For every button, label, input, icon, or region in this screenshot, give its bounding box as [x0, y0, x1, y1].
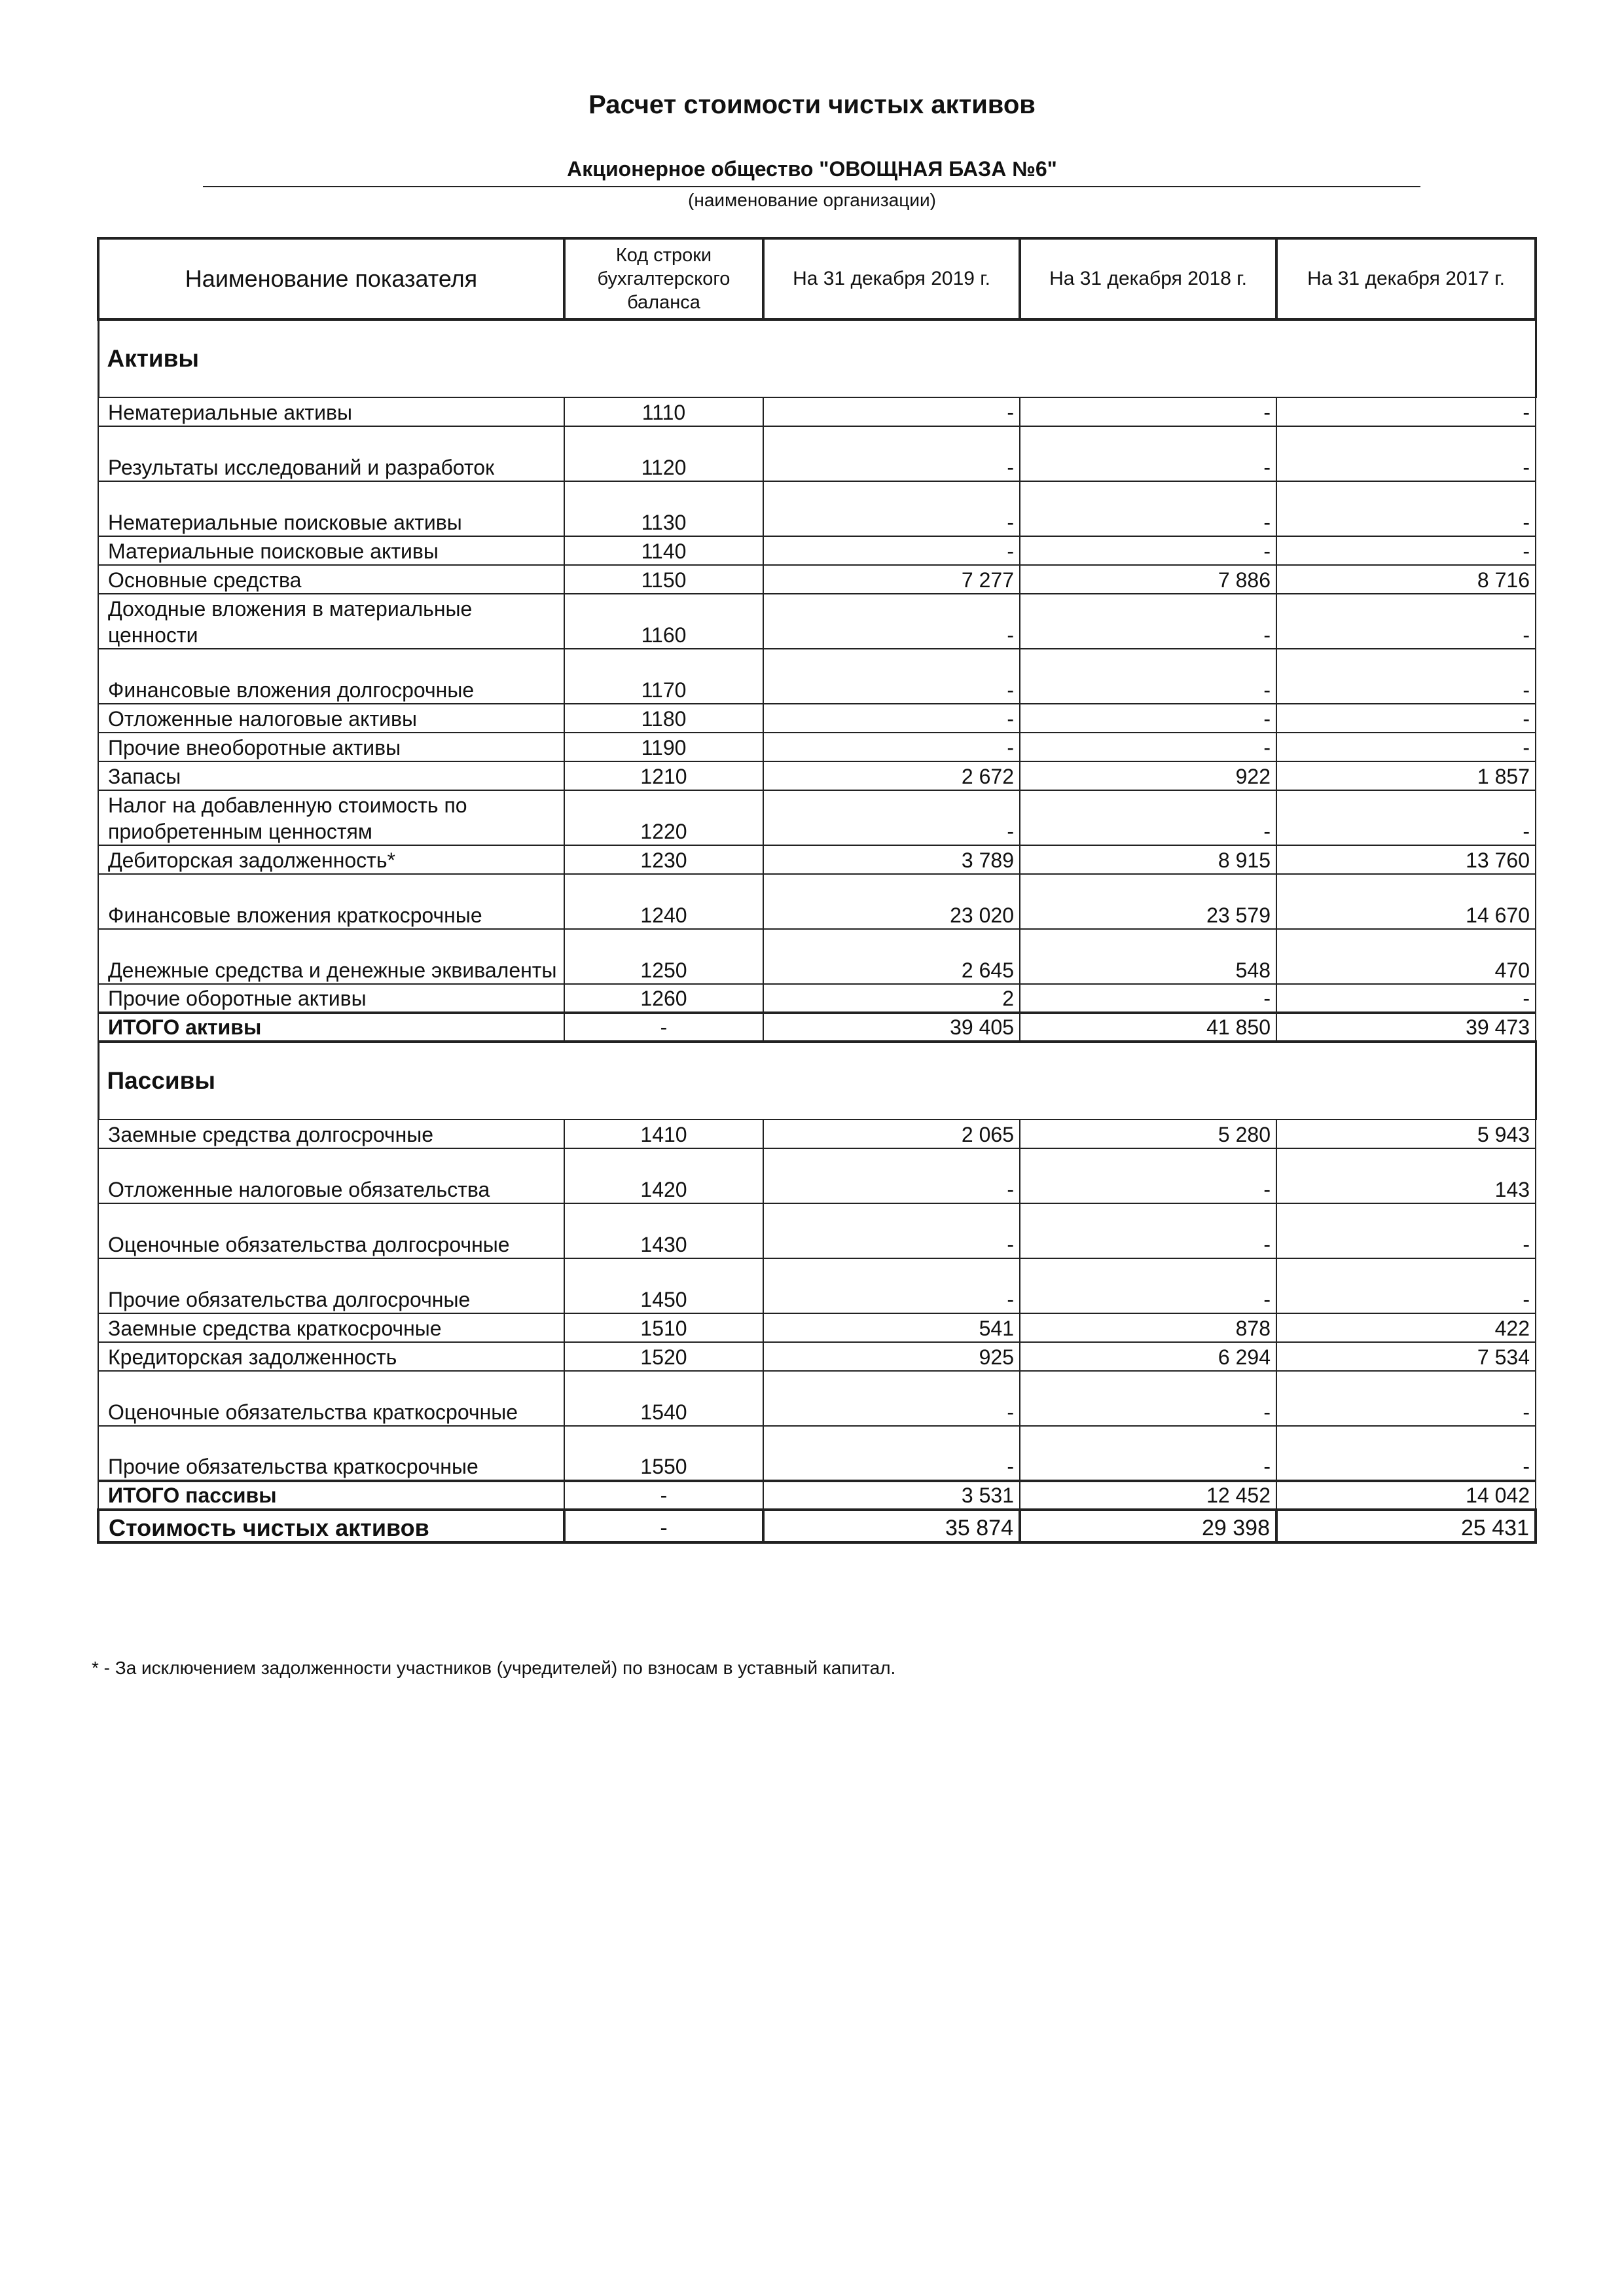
table-row	[98, 397, 1536, 426]
value-2018: -	[1020, 790, 1276, 845]
value-2019: -	[763, 649, 1020, 704]
line-code: 1520	[564, 1342, 763, 1371]
line-code: 1420	[564, 1148, 763, 1203]
value-2018: 548	[1020, 929, 1276, 984]
value-2018: 922	[1020, 761, 1276, 790]
table-row	[98, 984, 1536, 1013]
value-2019: 7 277	[763, 565, 1020, 594]
value-2017: 25 431	[1276, 1510, 1536, 1542]
value-2019: 541	[763, 1313, 1020, 1342]
line-code: 1240	[564, 874, 763, 929]
value-2019: -	[763, 733, 1020, 761]
value-2019: -	[763, 790, 1020, 845]
value-2019: 925	[763, 1342, 1020, 1371]
value-2018: 5 280	[1020, 1120, 1276, 1148]
value-2018: -	[1020, 984, 1276, 1013]
line-code: 1130	[564, 481, 763, 536]
table-row	[98, 536, 1536, 565]
section-header-row	[98, 1042, 1536, 1120]
indicator-name: Финансовые вложения краткосрочные	[98, 874, 564, 929]
value-2017: -	[1276, 481, 1536, 536]
value-2018: 6 294	[1020, 1342, 1276, 1371]
value-2019: 2	[763, 984, 1020, 1013]
value-2018: 41 850	[1020, 1013, 1276, 1042]
value-2017: 143	[1276, 1148, 1536, 1203]
table-row	[98, 1258, 1536, 1313]
value-2017: -	[1276, 704, 1536, 733]
line-code: 1220	[564, 790, 763, 845]
value-2017: 39 473	[1276, 1013, 1536, 1042]
section-title: Пассивы	[98, 1042, 1536, 1120]
section-title: Активы	[98, 319, 1536, 397]
indicator-name: ИТОГО пассивы	[98, 1481, 564, 1510]
table-body	[98, 319, 1536, 1542]
value-2017: 1 857	[1276, 761, 1536, 790]
table-row	[98, 845, 1536, 874]
line-code: 1150	[564, 565, 763, 594]
indicator-name: Оценочные обязательства краткосрочные	[98, 1371, 564, 1426]
value-2017: 7 534	[1276, 1342, 1536, 1371]
value-2019: -	[763, 1426, 1020, 1481]
value-2019: -	[763, 594, 1020, 649]
value-2017: -	[1276, 1426, 1536, 1481]
value-2019: 2 065	[763, 1120, 1020, 1148]
indicator-name: Запасы	[98, 761, 564, 790]
value-2017: -	[1276, 733, 1536, 761]
value-2019: -	[763, 397, 1020, 426]
table-row	[98, 733, 1536, 761]
value-2018: -	[1020, 536, 1276, 565]
value-2017: 470	[1276, 929, 1536, 984]
value-2019: 3 531	[763, 1481, 1020, 1510]
document-title: Расчет стоимости чистых активов	[588, 90, 1036, 119]
value-2019: -	[763, 704, 1020, 733]
value-2017: 13 760	[1276, 845, 1536, 874]
value-2017: -	[1276, 790, 1536, 845]
indicator-name: Нематериальные поисковые активы	[98, 481, 564, 536]
value-2018: -	[1020, 649, 1276, 704]
value-2017: 422	[1276, 1313, 1536, 1342]
table-row	[98, 790, 1536, 845]
line-code: 1190	[564, 733, 763, 761]
line-code: 1450	[564, 1258, 763, 1313]
line-code: -	[564, 1481, 763, 1510]
total-row	[98, 1013, 1536, 1042]
value-2017: -	[1276, 1258, 1536, 1313]
line-code: 1140	[564, 536, 763, 565]
value-2018: 12 452	[1020, 1481, 1276, 1510]
header-date-2019: На 31 декабря 2019 г.	[763, 238, 1020, 319]
value-2018: -	[1020, 733, 1276, 761]
value-2018: -	[1020, 481, 1276, 536]
value-2018: 29 398	[1020, 1510, 1276, 1542]
indicator-name: Налог на добавленную стоимость по приобретенным ценностям	[98, 790, 564, 845]
value-2018: -	[1020, 1148, 1276, 1203]
value-2019: -	[763, 536, 1020, 565]
line-code: -	[564, 1510, 763, 1542]
table-row	[98, 1148, 1536, 1203]
value-2018: -	[1020, 1426, 1276, 1481]
indicator-name: Оценочные обязательства долгосрочные	[98, 1203, 564, 1258]
indicator-name: Прочие обязательства краткосрочные	[98, 1426, 564, 1481]
value-2017: -	[1276, 984, 1536, 1013]
value-2019: -	[763, 1371, 1020, 1426]
value-2018: -	[1020, 1258, 1276, 1313]
indicator-name: Отложенные налоговые обязательства	[98, 1148, 564, 1203]
value-2017: -	[1276, 649, 1536, 704]
header-date-2017: На 31 декабря 2017 г.	[1276, 238, 1536, 319]
table-row	[98, 1371, 1536, 1426]
table-row	[98, 704, 1536, 733]
line-code: 1210	[564, 761, 763, 790]
value-2018: -	[1020, 704, 1276, 733]
table-row	[98, 649, 1536, 704]
table-row	[98, 929, 1536, 984]
value-2017: 14 670	[1276, 874, 1536, 929]
organization-caption: (наименование организации)	[688, 190, 936, 210]
line-code: 1550	[564, 1426, 763, 1481]
indicator-name: ИТОГО активы	[98, 1013, 564, 1042]
table-header-row	[98, 238, 1536, 319]
table-row	[98, 761, 1536, 790]
net-assets-table-wrapper	[97, 237, 1534, 1544]
indicator-name: Прочие оборотные активы	[98, 984, 564, 1013]
value-2018: -	[1020, 397, 1276, 426]
line-code: 1170	[564, 649, 763, 704]
value-2017: -	[1276, 1203, 1536, 1258]
indicator-name: Материальные поисковые активы	[98, 536, 564, 565]
line-code: 1180	[564, 704, 763, 733]
table-row	[98, 1120, 1536, 1148]
indicator-name: Финансовые вложения долгосрочные	[98, 649, 564, 704]
indicator-name: Прочие внеоборотные активы	[98, 733, 564, 761]
total-row	[98, 1481, 1536, 1510]
table-row	[98, 1426, 1536, 1481]
value-2017: -	[1276, 426, 1536, 481]
indicator-name: Результаты исследований и разработок	[98, 426, 564, 481]
organization-underline	[203, 186, 1420, 187]
value-2017: 8 716	[1276, 565, 1536, 594]
organization-name: Акционерное общество "ОВОЩНАЯ БАЗА №6"	[567, 157, 1057, 181]
value-2019: 35 874	[763, 1510, 1020, 1542]
table-row	[98, 594, 1536, 649]
footnote: * - За исключением задолженности участников (учредителей) по взносам в уставный капитал.	[92, 1658, 896, 1678]
indicator-name: Заемные средства краткосрочные	[98, 1313, 564, 1342]
indicator-name: Дебиторская задолженность*	[98, 845, 564, 874]
value-2019: 23 020	[763, 874, 1020, 929]
value-2019: -	[763, 1148, 1020, 1203]
table-row	[98, 1342, 1536, 1371]
line-code: 1120	[564, 426, 763, 481]
value-2018: -	[1020, 426, 1276, 481]
table-row	[98, 1203, 1536, 1258]
net-assets-row	[98, 1510, 1536, 1542]
indicator-name: Основные средства	[98, 565, 564, 594]
value-2018: 8 915	[1020, 845, 1276, 874]
value-2018: 878	[1020, 1313, 1276, 1342]
indicator-name: Доходные вложения в материальные ценности	[98, 594, 564, 649]
value-2018: -	[1020, 1371, 1276, 1426]
value-2017: -	[1276, 536, 1536, 565]
line-code: 1410	[564, 1120, 763, 1148]
value-2019: 3 789	[763, 845, 1020, 874]
value-2017: 14 042	[1276, 1481, 1536, 1510]
value-2018: 7 886	[1020, 565, 1276, 594]
line-code: 1540	[564, 1371, 763, 1426]
line-code: 1510	[564, 1313, 763, 1342]
value-2018: -	[1020, 1203, 1276, 1258]
table-row	[98, 1313, 1536, 1342]
value-2017: -	[1276, 1371, 1536, 1426]
value-2019: -	[763, 481, 1020, 536]
value-2017: -	[1276, 397, 1536, 426]
section-header-row	[98, 319, 1536, 397]
value-2019: 2 645	[763, 929, 1020, 984]
indicator-name: Прочие обязательства долгосрочные	[98, 1258, 564, 1313]
value-2017: -	[1276, 594, 1536, 649]
value-2019: -	[763, 1258, 1020, 1313]
net-assets-table	[97, 237, 1537, 1544]
indicator-name: Отложенные налоговые активы	[98, 704, 564, 733]
indicator-name: Денежные средства и денежные эквиваленты	[98, 929, 564, 984]
header-date-2018: На 31 декабря 2018 г.	[1020, 238, 1276, 319]
line-code: 1250	[564, 929, 763, 984]
value-2017: 5 943	[1276, 1120, 1536, 1148]
indicator-name: Кредиторская задолженность	[98, 1342, 564, 1371]
line-code: 1230	[564, 845, 763, 874]
indicator-name: Нематериальные активы	[98, 397, 564, 426]
indicator-name: Заемные средства долгосрочные	[98, 1120, 564, 1148]
header-indicator-name: Наименование показателя	[98, 238, 564, 319]
table-row	[98, 426, 1536, 481]
value-2018: 23 579	[1020, 874, 1276, 929]
value-2019: 2 672	[763, 761, 1020, 790]
line-code: 1110	[564, 397, 763, 426]
table-row	[98, 565, 1536, 594]
value-2019: -	[763, 1203, 1020, 1258]
line-code: 1160	[564, 594, 763, 649]
table-row	[98, 874, 1536, 929]
line-code: 1260	[564, 984, 763, 1013]
value-2018: -	[1020, 594, 1276, 649]
line-code: -	[564, 1013, 763, 1042]
line-code: 1430	[564, 1203, 763, 1258]
value-2019: 39 405	[763, 1013, 1020, 1042]
table-row	[98, 481, 1536, 536]
value-2019: -	[763, 426, 1020, 481]
indicator-name: Стоимость чистых активов	[98, 1510, 564, 1542]
header-line-code: Код строки бухгалтерского баланса	[564, 238, 763, 319]
